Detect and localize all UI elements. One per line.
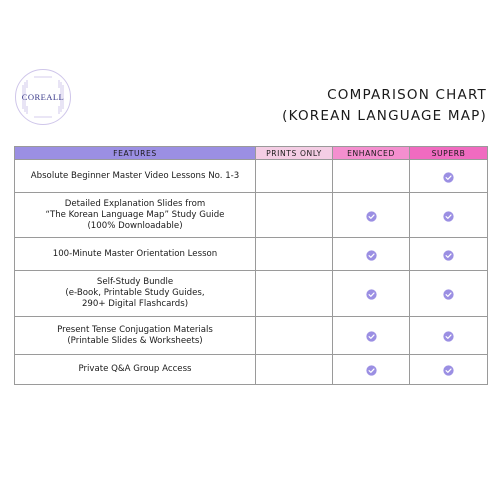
table-row bbox=[15, 317, 488, 355]
header-enhanced: ENHANCED bbox=[333, 147, 410, 160]
header-features: FEATURES bbox=[15, 147, 256, 160]
check-icon bbox=[366, 211, 377, 222]
check-icon bbox=[443, 289, 454, 300]
comparison-table bbox=[14, 146, 488, 385]
feature-line: (e-Book, Printable Study Guides, bbox=[65, 288, 205, 298]
superb-cell bbox=[410, 271, 488, 317]
logo-text: COREALL bbox=[21, 92, 65, 102]
enhanced-cell bbox=[333, 355, 410, 385]
feature-cell bbox=[15, 238, 256, 271]
feature-cell bbox=[15, 160, 256, 193]
prints-only-cell bbox=[256, 271, 333, 317]
check-icon bbox=[443, 250, 454, 261]
table-row bbox=[15, 160, 488, 193]
chart-heading bbox=[262, 85, 487, 127]
table-row bbox=[15, 355, 488, 385]
prints-only-cell bbox=[256, 193, 333, 238]
check-icon bbox=[366, 331, 377, 342]
header-superb: SUPERB bbox=[410, 147, 488, 160]
superb-cell bbox=[410, 355, 488, 385]
enhanced-cell bbox=[333, 160, 410, 193]
feature-line: Absolute Beginner Master Video Lessons No. 1-3 bbox=[30, 170, 240, 181]
table-row bbox=[15, 271, 488, 317]
heading-line-1: COMPARISON CHART bbox=[327, 87, 487, 103]
feature-line: 290+ Digital Flashcards) bbox=[81, 299, 189, 309]
check-icon bbox=[443, 211, 454, 222]
check-icon bbox=[443, 172, 454, 183]
prints-only-cell bbox=[256, 160, 333, 193]
feature-cell bbox=[15, 355, 256, 385]
enhanced-cell bbox=[333, 193, 410, 238]
heading-line-2: (KOREAN LANGUAGE MAP) bbox=[282, 108, 487, 124]
prints-only-cell bbox=[256, 238, 333, 271]
feature-cell bbox=[15, 317, 256, 355]
feature-line: 100-Minute Master Orientation Lesson bbox=[52, 248, 218, 259]
check-icon bbox=[366, 250, 377, 261]
superb-cell bbox=[410, 160, 488, 193]
check-icon bbox=[443, 365, 454, 376]
header-row bbox=[15, 147, 488, 160]
feature-cell bbox=[15, 271, 256, 317]
prints-only-cell bbox=[256, 355, 333, 385]
coreall-logo bbox=[14, 68, 72, 126]
check-icon bbox=[443, 331, 454, 342]
superb-cell bbox=[410, 193, 488, 238]
superb-cell bbox=[410, 317, 488, 355]
feature-line: (100% Downloadable) bbox=[87, 220, 183, 231]
table-row bbox=[15, 193, 488, 238]
feature-line: “The Korean Language Map” Study Guide bbox=[45, 209, 225, 220]
feature-line: Self-Study Bundle bbox=[96, 277, 174, 287]
feature-cell bbox=[15, 193, 256, 238]
feature-line: Detailed Explanation Slides from bbox=[64, 198, 206, 209]
feature-line: (Printable Slides & Worksheets) bbox=[67, 335, 203, 346]
check-icon bbox=[366, 365, 377, 376]
header-prints-only: PRINTS ONLY bbox=[256, 147, 333, 160]
table-row bbox=[15, 238, 488, 271]
check-icon bbox=[366, 289, 377, 300]
feature-line: Present Tense Conjugation Materials bbox=[57, 324, 213, 335]
enhanced-cell bbox=[333, 271, 410, 317]
superb-cell bbox=[410, 238, 488, 271]
enhanced-cell bbox=[333, 317, 410, 355]
prints-only-cell bbox=[256, 317, 333, 355]
feature-line: Private Q&A Group Access bbox=[78, 364, 192, 374]
enhanced-cell bbox=[333, 238, 410, 271]
